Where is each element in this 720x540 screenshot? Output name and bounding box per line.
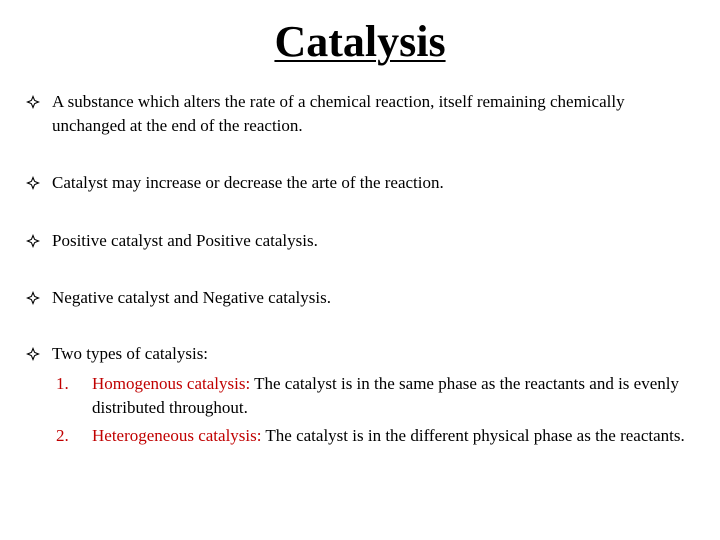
diamond-bullet-icon: [26, 347, 40, 361]
type-homogenous: [56, 372, 686, 420]
bullet-rate: [26, 171, 696, 195]
bullet-text: A substance which alters the rate of a chemical reaction, itself remaining chemically unchanged at the end of the reaction.: [52, 92, 625, 135]
diamond-bullet-icon: [26, 176, 40, 190]
type-term: Heterogeneous catalysis:: [92, 426, 262, 445]
type-description: The catalyst is in the same phase as the reactants and is evenly distributed throughout.: [92, 374, 679, 417]
slide-title: Catalysis: [274, 17, 446, 66]
diamond-bullet-icon: [26, 95, 40, 109]
type-term: Homogenous catalysis:: [92, 374, 251, 393]
type-text: [92, 372, 686, 420]
type-text: [92, 424, 686, 448]
bullet-text: Two types of catalysis:: [52, 344, 209, 363]
bullet-text: Negative catalyst and Negative catalysis.: [52, 288, 331, 307]
diamond-bullet-icon: [26, 234, 40, 248]
bullet-positive: [26, 229, 696, 253]
bullet-text: Positive catalyst and Positive catalysis.: [52, 231, 318, 250]
bullet-definition: [26, 90, 696, 138]
bullet-types: [26, 342, 696, 366]
bullet-text: Catalyst may increase or decrease the arte of the reaction.: [52, 173, 444, 192]
type-heterogeneous: [56, 424, 686, 448]
type-description: The catalyst is in the different physical phase as the reactants.: [261, 426, 685, 445]
list-number: 2.: [56, 426, 69, 445]
bullet-negative: [26, 286, 696, 310]
diamond-bullet-icon: [26, 291, 40, 305]
list-number: 1.: [56, 374, 69, 393]
